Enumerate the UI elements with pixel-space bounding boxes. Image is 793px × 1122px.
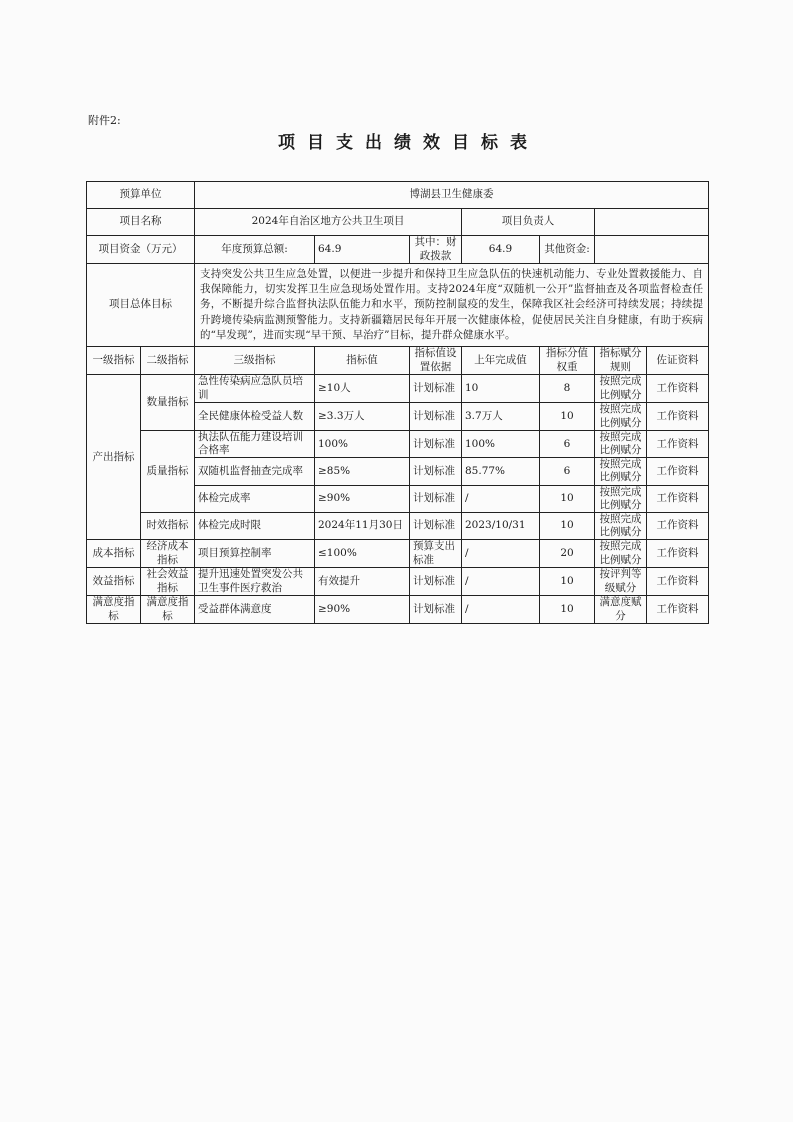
project-name-label: 项目名称 <box>87 209 195 236</box>
indicator-basis: 计划标准 <box>410 403 462 431</box>
owner-value <box>595 209 709 236</box>
evidence: 工作资料 <box>647 596 709 624</box>
col-header-last-year: 上年完成值 <box>462 347 540 375</box>
scoring-rule: 按照完成比例赋分 <box>595 431 647 458</box>
fund-label: 项目资金（万元） <box>87 236 195 264</box>
group-quantity: 数量指标 <box>141 375 195 431</box>
indicator-value: ≤100% <box>315 540 410 568</box>
indicator-weight: 10 <box>540 512 595 539</box>
evidence: 工作资料 <box>647 403 709 431</box>
last-year-value: 10 <box>462 375 540 403</box>
indicator-value: ≥85% <box>315 458 410 485</box>
table-row <box>87 512 709 539</box>
last-year-value: 3.7万人 <box>462 403 540 431</box>
group-output: 产出指标 <box>87 375 141 540</box>
indicator-weight: 10 <box>540 596 595 624</box>
performance-table <box>86 181 709 624</box>
group-satisfaction: 满意度指标 <box>87 596 141 624</box>
group-cost: 成本指标 <box>87 540 141 568</box>
attachment-label: 附件2: <box>88 114 121 127</box>
level3-indicator: 双随机监督抽查完成率 <box>195 458 315 485</box>
level3-indicator: 提升迅速处置突发公共卫生事件医疗救治 <box>195 568 315 596</box>
scoring-rule: 按评判等级赋分 <box>595 568 647 596</box>
last-year-value: / <box>462 568 540 596</box>
group-satisfaction-sub: 满意度指标 <box>141 596 195 624</box>
col-header-level1: 一级指标 <box>87 347 141 375</box>
scoring-rule: 按照完成比例赋分 <box>595 512 647 539</box>
indicator-weight: 8 <box>540 375 595 403</box>
indicator-basis: 计划标准 <box>410 485 462 512</box>
goal-label: 项目总体目标 <box>87 264 195 347</box>
budget-unit-value: 博湖县卫生健康委 <box>195 182 709 209</box>
indicator-value: ≥90% <box>315 485 410 512</box>
group-social-benefit: 社会效益指标 <box>141 568 195 596</box>
level3-indicator: 体检完成率 <box>195 485 315 512</box>
level3-indicator: 急性传染病应急队员培训 <box>195 375 315 403</box>
evidence: 工作资料 <box>647 431 709 458</box>
indicator-weight: 10 <box>540 485 595 512</box>
project-name-value: 2024年自治区地方公共卫生项目 <box>195 209 462 236</box>
indicator-weight: 10 <box>540 403 595 431</box>
col-header-evidence: 佐证资料 <box>647 347 709 375</box>
evidence: 工作资料 <box>647 458 709 485</box>
owner-label: 项目负责人 <box>462 209 595 236</box>
group-economic-cost: 经济成本指标 <box>141 540 195 568</box>
last-year-value: / <box>462 485 540 512</box>
table-row <box>87 540 709 568</box>
evidence: 工作资料 <box>647 540 709 568</box>
scoring-rule: 按照完成比例赋分 <box>595 458 647 485</box>
indicator-value: 100% <box>315 431 410 458</box>
group-benefit: 效益指标 <box>87 568 141 596</box>
last-year-value: 2023/10/31 <box>462 512 540 539</box>
annual-total-value: 64.9 <box>315 236 410 264</box>
evidence: 工作资料 <box>647 485 709 512</box>
scoring-rule: 按照完成比例赋分 <box>595 403 647 431</box>
last-year-value: / <box>462 540 540 568</box>
evidence: 工作资料 <box>647 375 709 403</box>
indicator-value: 2024年11月30日 <box>315 512 410 539</box>
indicator-basis: 计划标准 <box>410 458 462 485</box>
group-timeliness: 时效指标 <box>141 512 195 539</box>
indicator-value: ≥10人 <box>315 375 410 403</box>
indicator-weight: 6 <box>540 458 595 485</box>
indicator-basis: 计划标准 <box>410 568 462 596</box>
annual-total-label: 年度预算总额: <box>195 236 315 264</box>
indicator-basis: 计划标准 <box>410 596 462 624</box>
level3-indicator: 执法队伍能力建设培训合格率 <box>195 431 315 458</box>
group-quality: 质量指标 <box>141 431 195 513</box>
table-row <box>87 568 709 596</box>
col-header-basis: 指标值设置依据 <box>410 347 462 375</box>
last-year-value: 100% <box>462 431 540 458</box>
indicator-basis: 预算支出标准 <box>410 540 462 568</box>
indicator-basis: 计划标准 <box>410 431 462 458</box>
indicator-value: 有效提升 <box>315 568 410 596</box>
level3-indicator: 体检完成时限 <box>195 512 315 539</box>
indicator-basis: 计划标准 <box>410 375 462 403</box>
page-title: 项目支出绩效目标表 <box>278 133 539 153</box>
table-row <box>87 375 709 403</box>
scoring-rule: 按照完成比例赋分 <box>595 540 647 568</box>
col-header-value: 指标值 <box>315 347 410 375</box>
indicator-weight: 6 <box>540 431 595 458</box>
fiscal-value: 64.9 <box>462 236 540 264</box>
col-header-level3: 三级指标 <box>195 347 315 375</box>
table-row <box>87 431 709 458</box>
scoring-rule: 按照完成比例赋分 <box>595 485 647 512</box>
level3-indicator: 项目预算控制率 <box>195 540 315 568</box>
table-row <box>87 596 709 624</box>
last-year-value: 85.77% <box>462 458 540 485</box>
indicator-weight: 20 <box>540 540 595 568</box>
last-year-value: / <box>462 596 540 624</box>
indicator-basis: 计划标准 <box>410 512 462 539</box>
evidence: 工作资料 <box>647 568 709 596</box>
col-header-weight: 指标分值权重 <box>540 347 595 375</box>
other-fund-label: 其他资金: <box>540 236 595 264</box>
other-fund-value <box>595 236 709 264</box>
col-header-rule: 指标赋分规则 <box>595 347 647 375</box>
evidence: 工作资料 <box>647 512 709 539</box>
scoring-rule: 满意度赋分 <box>595 596 647 624</box>
scoring-rule: 按照完成比例赋分 <box>595 375 647 403</box>
budget-unit-label: 预算单位 <box>87 182 195 209</box>
goal-text: 支持突发公共卫生应急处置，以便进一步提升和保持卫生应急队伍的快速机动能力、专业处置救援能力、自我保障能力，切实发挥卫生应急现场处置作用。支持2024年度“双随机一公开”监督抽查及各项监督检查任务，不断提升综合监督执法队伍能力和水平，预防控制鼠疫的发生，保障我区社会经济可持续发展；持续提升跨境传染病监测预警能力。支持新疆籍居民每年开展一次健康体检，促使居民关注自身健康，有助于疾病的“早发现”，进而实现“早干预、早治疗”目标，提升群众健康水平。 <box>195 264 709 347</box>
fiscal-label: 其中：财政拨款 <box>410 236 462 264</box>
col-header-level2: 二级指标 <box>141 347 195 375</box>
level3-indicator: 受益群体满意度 <box>195 596 315 624</box>
indicator-value: ≥3.3万人 <box>315 403 410 431</box>
level3-indicator: 全民健康体检受益人数 <box>195 403 315 431</box>
indicator-weight: 10 <box>540 568 595 596</box>
indicator-value: ≥90% <box>315 596 410 624</box>
